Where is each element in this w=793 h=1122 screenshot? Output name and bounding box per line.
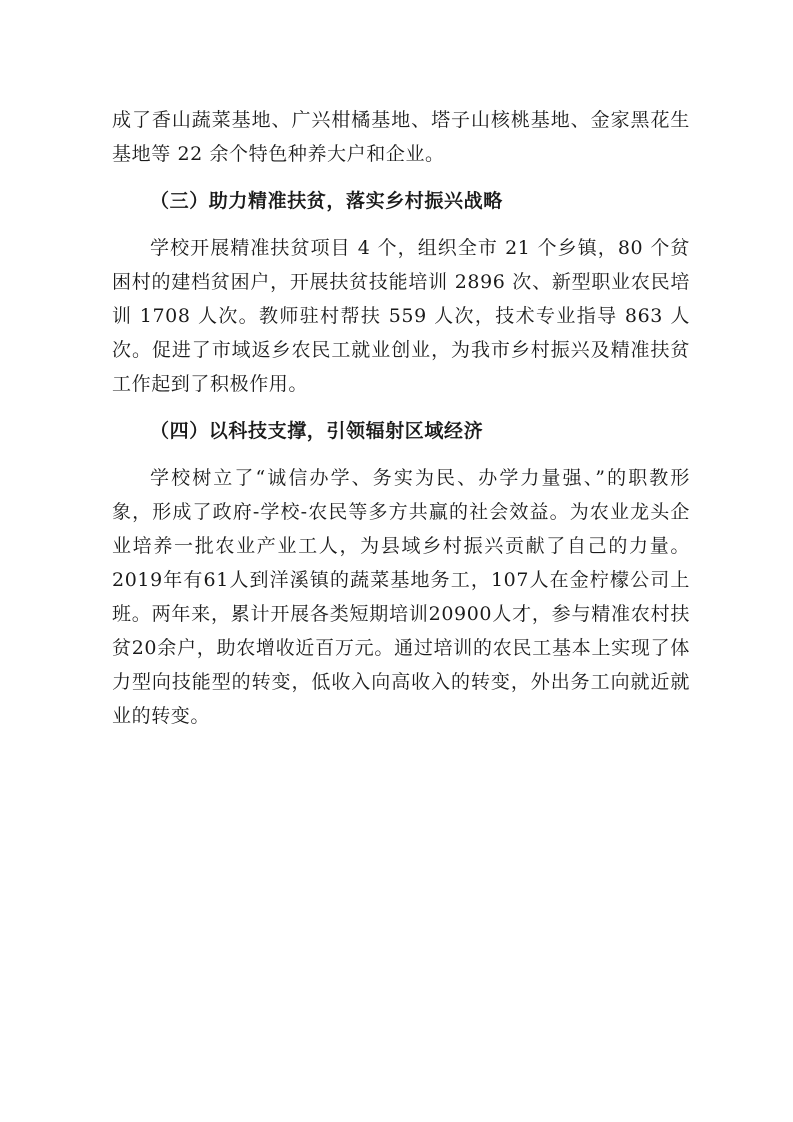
paragraph-poverty-projects: 学校开展精准扶贫项目 4 个，组织全市 21 个乡镇，80 个贫困村的建档贫困户，开展扶贫技能培训 2896 次、新型职业农民培训 1708 人次。教师驻村帮扶 559 人次，技术专业指导 863 人次。促进了市域返乡农民工就业创业，为我市乡村振兴及精准扶贫工作起到了积极作用。	[112, 237, 690, 395]
section-heading-precision-poverty: （三）助力精准扶贫，落实乡村振兴战略	[150, 190, 503, 212]
spacer	[112, 401, 690, 414]
spacer	[112, 218, 690, 231]
paragraph-continued-bases: 成了香山蔬菜基地、广兴柑橘基地、塔子山核桃基地、金家黑花生基地等 22 余个特色种养大户和企业。	[112, 109, 690, 165]
paragraph-school-image: 学校树立了“诚信办学、务实为民、办学力量强、”的职教形象，形成了政府-学校-农民等多方共赢的社会效益。为农业龙头企业培养一批农业产业工人，为县域乡村振兴贡献了自己的力量。2019年有61人到洋溪镇的蔬菜基地务工，107人在金柠檬公司上班。两年来，累计开展各类短期培训20900人才，参与精准农村扶贫20余户，助农增收近百万元。通过培训的农民工基本上实现了体力型向技能型的转变，低收入向高收入的转变，外出务工向就近就业的转变。	[112, 467, 690, 727]
spacer	[112, 448, 690, 461]
section-heading-tech-support: （四）以科技支撑，引领辐射区域经济	[150, 420, 484, 442]
spacer	[112, 171, 690, 184]
document-body	[112, 103, 690, 733]
